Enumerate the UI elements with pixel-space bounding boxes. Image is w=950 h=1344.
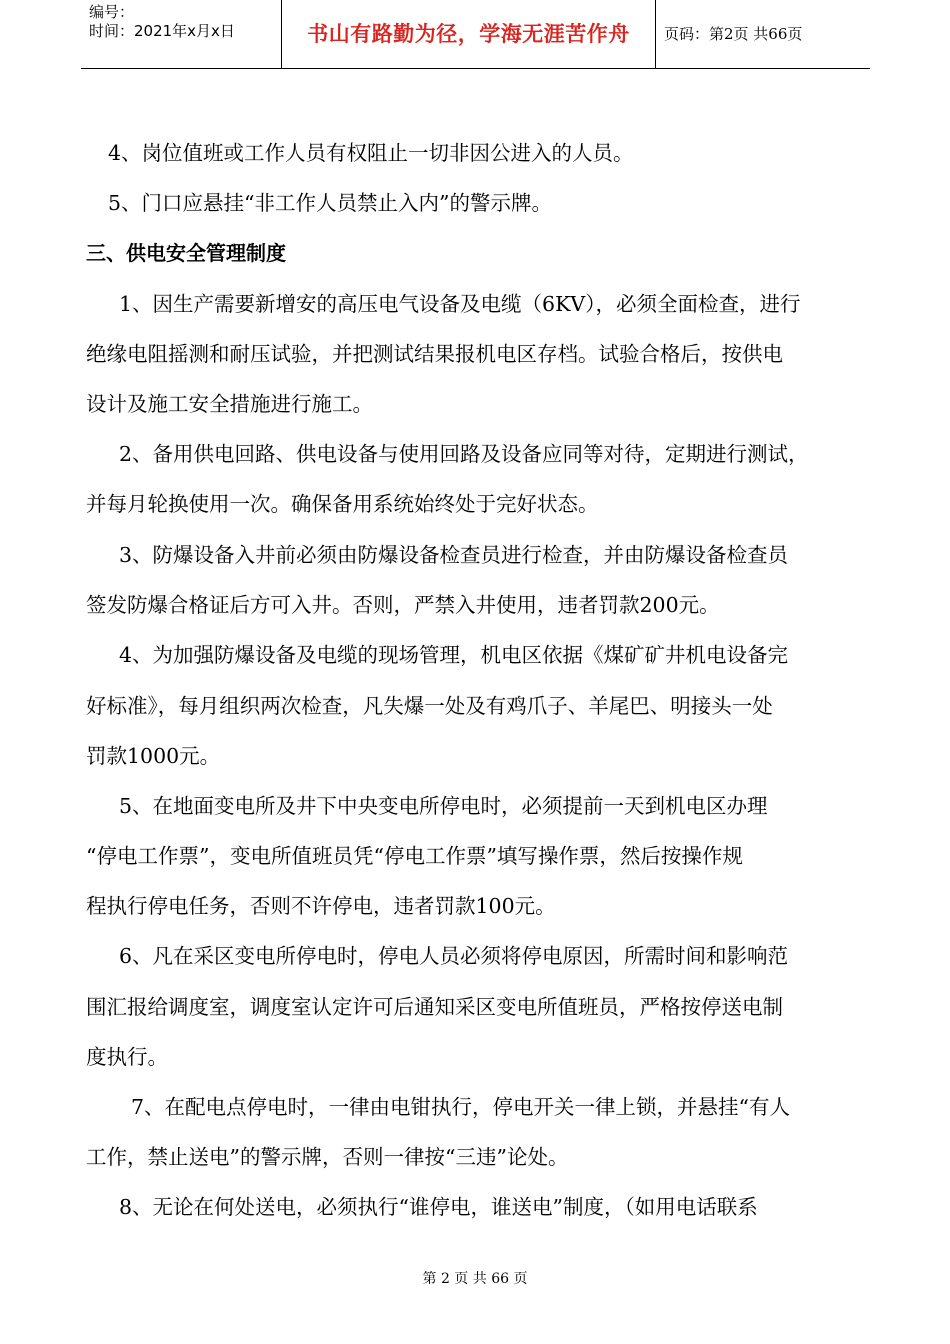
page-footer: 第 2 页 共 66 页 (422, 1271, 528, 1287)
paragraph-line: “停电工作票”，变电所值班员凭“停电工作票”填写操作票，然后按操作规 (86, 844, 743, 868)
document-time: 时间：2021年x月x日 (89, 22, 235, 40)
paragraph-line: 程执行停电任务，否则不许停电，违者罚款100元。 (86, 894, 556, 918)
paragraph-line: 1、因生产需要新增安的高压电气设备及电缆（6KV），必须全面检查，进行 (119, 292, 801, 316)
section-heading: 三、供电安全管理制度 (86, 241, 286, 265)
paragraph-line: 4、为加强防爆设备及电缆的现场管理，机电区依据《煤矿矿井机电设备完 (119, 643, 789, 667)
paragraph-line: 签发防爆合格证后方可入井。否则，严禁入井使用，违者罚款200元。 (86, 593, 720, 617)
paragraph-line: 5、在地面变电所及井下中央变电所停电时，必须提前一天到机电区办理 (119, 794, 768, 818)
header-meta (81, 0, 282, 68)
document-code-label: 编号： (89, 3, 135, 21)
paragraph-line: 7、在配电点停电时，一律由电钳执行，停电开关一律上锁，并悬挂“有人 (131, 1095, 791, 1119)
paragraph-line: 设计及施工安全措施进行施工。 (86, 392, 373, 416)
paragraph-line: 好标准》，每月组织两次检查，凡失爆一处及有鸡爪子、羊尾巴、明接头一处 (86, 694, 773, 718)
paragraph-line: 4、岗位值班或工作人员有权阻止一切非因公进入的人员。 (108, 141, 634, 165)
header-motto: 书山有路勤为径，学海无涯苦作舟 (282, 0, 656, 68)
paragraph-line: 5、门口应悬挂“非工作人员禁止入内”的警示牌。 (108, 191, 553, 215)
paragraph-line: 围汇报给调度室，调度室认定许可后通知采区变电所值班员，严格按停送电制 (86, 995, 783, 1019)
paragraph-line: 3、防爆设备入井前必须由防爆设备检查员进行检查，并由防爆设备检查员 (119, 543, 789, 567)
paragraph-line: 2、备用供电回路、供电设备与使用回路及设备应同等对待，定期进行测试， (119, 442, 809, 466)
paragraph-line: 8、无论在何处送电，必须执行“谁停电，谁送电”制度，（如用电话联系 (119, 1195, 758, 1219)
paragraph-line: 并每月轮换使用一次。确保备用系统始终处于完好状态。 (86, 492, 599, 516)
paragraph-line: 罚款1000元。 (86, 744, 221, 768)
page-header (81, 0, 870, 69)
paragraph-line: 工作，禁止送电”的警示牌，否则一律按“三违”论处。 (86, 1145, 569, 1169)
paragraph-line: 6、凡在采区变电所停电时，停电人员必须将停电原因，所需时间和影响范 (119, 944, 789, 968)
paragraph-line: 绝缘电阻摇测和耐压试验，并把测试结果报机电区存档。试验合格后，按供电 (86, 342, 783, 366)
header-page-info: 页码：第2页 共66页 (664, 25, 803, 43)
paragraph-line: 度执行。 (86, 1045, 168, 1069)
